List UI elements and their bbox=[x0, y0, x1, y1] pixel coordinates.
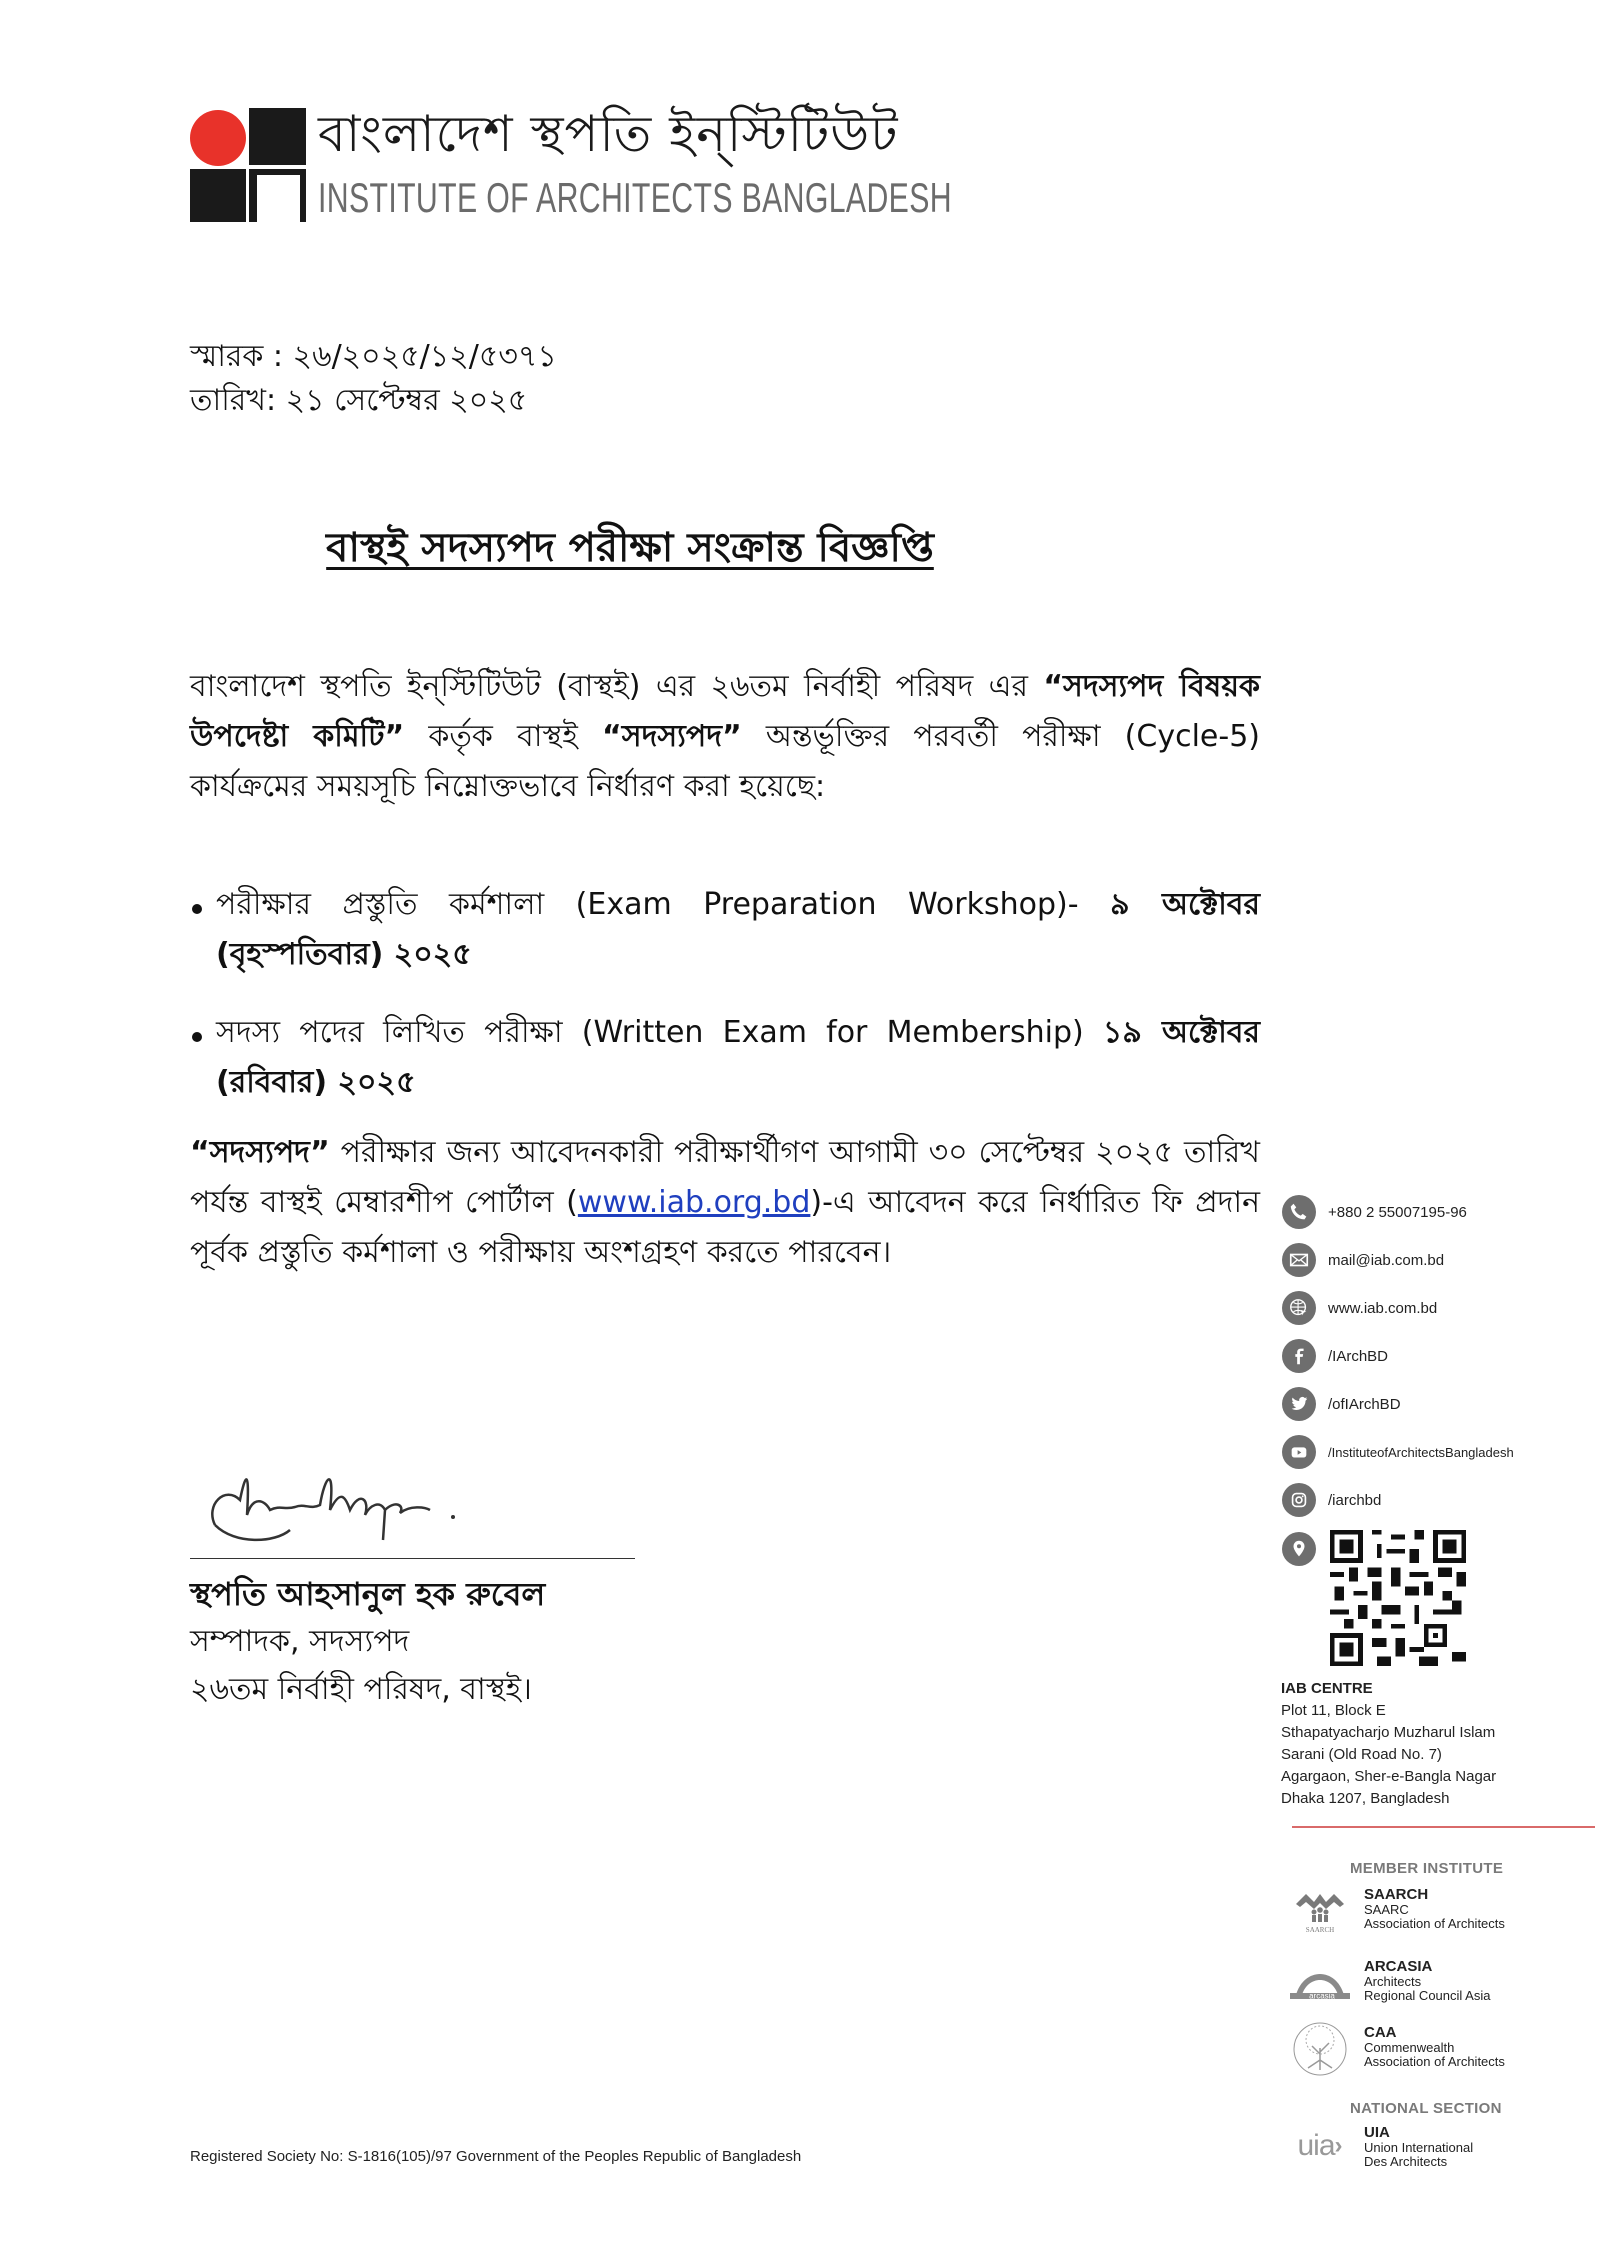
facebook-handle: /IArchBD bbox=[1328, 1347, 1389, 1365]
notice-title-text: বাস্থই সদস্যপদ পরীক্ষা সংক্রান্ত বিজ্ঞপ্তি bbox=[326, 525, 934, 571]
member-text bbox=[1364, 1886, 1505, 1931]
phone-icon bbox=[1282, 1195, 1316, 1229]
member-line: Des Architects bbox=[1364, 2154, 1448, 2169]
member-line: Union International bbox=[1364, 2140, 1474, 2155]
logo-black-square bbox=[249, 108, 306, 165]
text-run: কর্তৃক বাস্থই bbox=[404, 719, 603, 754]
member-abbr: CAA bbox=[1364, 2024, 1397, 2041]
contact-website bbox=[1280, 1284, 1600, 1332]
youtube-handle: /InstituteofArchitectsBangladesh bbox=[1328, 1444, 1514, 1460]
contact-phone bbox=[1280, 1188, 1600, 1236]
signature-image bbox=[195, 1455, 525, 1555]
saarch-logo-icon bbox=[1288, 1886, 1352, 1936]
iab-logo-mark bbox=[190, 108, 306, 222]
membership-portal-link[interactable]: www.iab.org.bd bbox=[577, 1185, 811, 1220]
institute-name-english: INSTITUTE OF ARCHITECTS BANGLADESH bbox=[318, 174, 952, 221]
twitter-handle: /ofIArchBD bbox=[1328, 1395, 1401, 1413]
text-run: পরীক্ষার জন্য আবেদনকারী পরীক্ষার্থীগণ আগামী ৩০ সেপ্টেম্বর ২০২৫ তারিখ পর্যন্ত বাস্থই মেম্বারশীপ পোর্টাল ( bbox=[190, 1135, 1260, 1220]
text-run: বাংলাদেশ স্থপতি ইন্‌স্টিটিউট (বাস্থই) এর ২৬তম নির্বাহী পরিষদ এর bbox=[190, 669, 1044, 704]
web-icon bbox=[1282, 1291, 1316, 1325]
contact-instagram bbox=[1280, 1476, 1600, 1524]
logo-arch-shape bbox=[249, 169, 306, 222]
member-caa bbox=[1288, 2024, 1505, 2074]
contact-list bbox=[1280, 1188, 1600, 1524]
member-institute-heading: MEMBER INSTITUTE bbox=[1350, 1860, 1504, 1877]
schedule-item-date: ৯ অক্টোবর (বৃহস্পতিবার) ২০২৫ bbox=[216, 887, 1260, 972]
bullet-icon bbox=[192, 904, 202, 914]
signatory-designation: সম্পাদক, সদস্যপদ bbox=[190, 1624, 410, 1659]
intro-paragraph bbox=[190, 662, 1260, 812]
uia-logo-text: uia bbox=[1297, 2129, 1335, 2162]
issue-date: তারিখ: ২১ সেপ্টেম্বর ২০২৫ bbox=[190, 383, 528, 418]
member-text bbox=[1364, 2124, 1473, 2169]
arcasia-logo-icon bbox=[1288, 1958, 1352, 2008]
schedule-list bbox=[190, 880, 1260, 1136]
memo-number: স্মারক : ২৬/২০২৫/১২/৫৩৭১ bbox=[190, 339, 557, 374]
text-run: )-এ আবেদন করে নির্ধারিত ফি প্রদান পূর্বক প্রস্তুতি কর্মশালা ও পরীক্ষায় অংশগ্রহণ করতে পারবেন। bbox=[190, 1185, 1260, 1270]
member-line: Regional Council Asia bbox=[1364, 1988, 1491, 2003]
reference-block bbox=[190, 335, 557, 423]
contact-youtube bbox=[1280, 1428, 1600, 1476]
signatory-name: স্থপতি আহসানুল হক রুবেল bbox=[190, 1575, 546, 1613]
application-paragraph bbox=[190, 1128, 1260, 1278]
schedule-item-label: সদস্য পদের লিখিত পরীক্ষা (Written Exam for Membership) bbox=[216, 1015, 1103, 1050]
member-text bbox=[1364, 1958, 1490, 2003]
schedule-item bbox=[190, 1008, 1260, 1108]
institute-name-bangla: বাংলাদেশ স্থপতি ইন্‌স্টিটিউট bbox=[318, 105, 899, 163]
signature-line bbox=[190, 1558, 635, 1559]
schedule-item bbox=[190, 880, 1260, 980]
member-arcasia bbox=[1288, 1958, 1490, 2008]
contact-email bbox=[1280, 1236, 1600, 1284]
phone-number: +880 2 55007195-96 bbox=[1328, 1203, 1467, 1221]
address-block bbox=[1281, 1678, 1496, 1810]
schedule-item-label: পরীক্ষার প্রস্তুতি কর্মশালা (Exam Preparation Workshop)- bbox=[216, 887, 1111, 922]
signatory-block bbox=[190, 1570, 545, 1714]
email-address: mail@iab.com.bd bbox=[1328, 1251, 1445, 1269]
address-line: Agargaon, Sher-e-Bangla Nagar bbox=[1281, 1768, 1497, 1785]
caa-tree-logo-icon bbox=[1288, 2024, 1352, 2074]
instagram-handle: /iarchbd bbox=[1328, 1491, 1382, 1509]
youtube-icon bbox=[1282, 1435, 1316, 1469]
contact-facebook bbox=[1280, 1332, 1600, 1380]
national-section-heading: NATIONAL SECTION bbox=[1350, 2100, 1502, 2117]
mail-icon bbox=[1282, 1243, 1316, 1277]
signatory-council: ২৬তম নির্বাহী পরিষদ, বাস্থই। bbox=[190, 1672, 532, 1707]
qr-code-icon[interactable] bbox=[1330, 1530, 1466, 1666]
website-url: www.iab.com.bd bbox=[1328, 1299, 1438, 1317]
logo-red-circle bbox=[190, 110, 246, 166]
membership-term: “সদস্যপদ” bbox=[190, 1135, 330, 1170]
address-line: Plot 11, Block E bbox=[1281, 1702, 1386, 1719]
text-run: অন্তর্ভূক্তির পরবর্তী পরীক্ষা (Cycle-5) কার্যক্রমের সময়সূচি নিম্নোক্তভাবে নির্ধারণ করা হয়েছে: bbox=[190, 719, 1260, 804]
member-saarch bbox=[1288, 1886, 1505, 1936]
sidebar-divider bbox=[1292, 1826, 1595, 1828]
member-abbr: ARCASIA bbox=[1364, 1958, 1433, 1975]
bullet-icon bbox=[192, 1032, 202, 1042]
instagram-icon bbox=[1282, 1483, 1316, 1517]
location-qr-row bbox=[1280, 1530, 1466, 1666]
address-heading: IAB CENTRE bbox=[1281, 1680, 1373, 1697]
twitter-icon bbox=[1282, 1387, 1316, 1421]
membership-term: “সদস্যপদ” bbox=[602, 719, 742, 754]
member-uia bbox=[1288, 2124, 1473, 2169]
notice-title bbox=[0, 518, 1260, 578]
schedule-item-date: ১৯ অক্টোবর (রবিবার) ২০২৫ bbox=[216, 1015, 1260, 1100]
facebook-icon bbox=[1282, 1339, 1316, 1373]
registration-footer: Registered Society No: S-1816(105)/97 Government of the Peoples Republic of Bangladesh bbox=[190, 2148, 802, 2165]
member-abbr: UIA bbox=[1364, 2124, 1390, 2141]
contact-twitter bbox=[1280, 1380, 1600, 1428]
member-line: Association of Architects bbox=[1364, 1916, 1505, 1931]
member-abbr: SAARCH bbox=[1364, 1886, 1429, 1903]
member-text bbox=[1364, 2024, 1505, 2069]
member-line: SAARC bbox=[1364, 1902, 1409, 1917]
uia-logo-icon bbox=[1288, 2124, 1352, 2168]
location-pin-icon bbox=[1282, 1532, 1316, 1566]
committee-name: “সদস্যপদ বিষয়ক উপদেষ্টা কমিটি” bbox=[190, 669, 1260, 754]
address-line: Dhaka 1207, Bangladesh bbox=[1281, 1790, 1450, 1807]
member-line: Association of Architects bbox=[1364, 2054, 1505, 2069]
member-line: Architects bbox=[1364, 1974, 1422, 1989]
member-line: Commenwealth bbox=[1364, 2040, 1455, 2055]
address-line: Sarani (Old Road No. 7) bbox=[1281, 1746, 1442, 1763]
svg-text:arcasia: arcasia bbox=[1309, 1991, 1335, 2001]
logo-black-square bbox=[190, 169, 246, 222]
svg-text:SAARCH: SAARCH bbox=[1305, 1926, 1335, 1934]
address-line: Sthapatyacharjo Muzharul Islam bbox=[1281, 1724, 1496, 1741]
uia-chevron-icon: › bbox=[1334, 2132, 1343, 2159]
